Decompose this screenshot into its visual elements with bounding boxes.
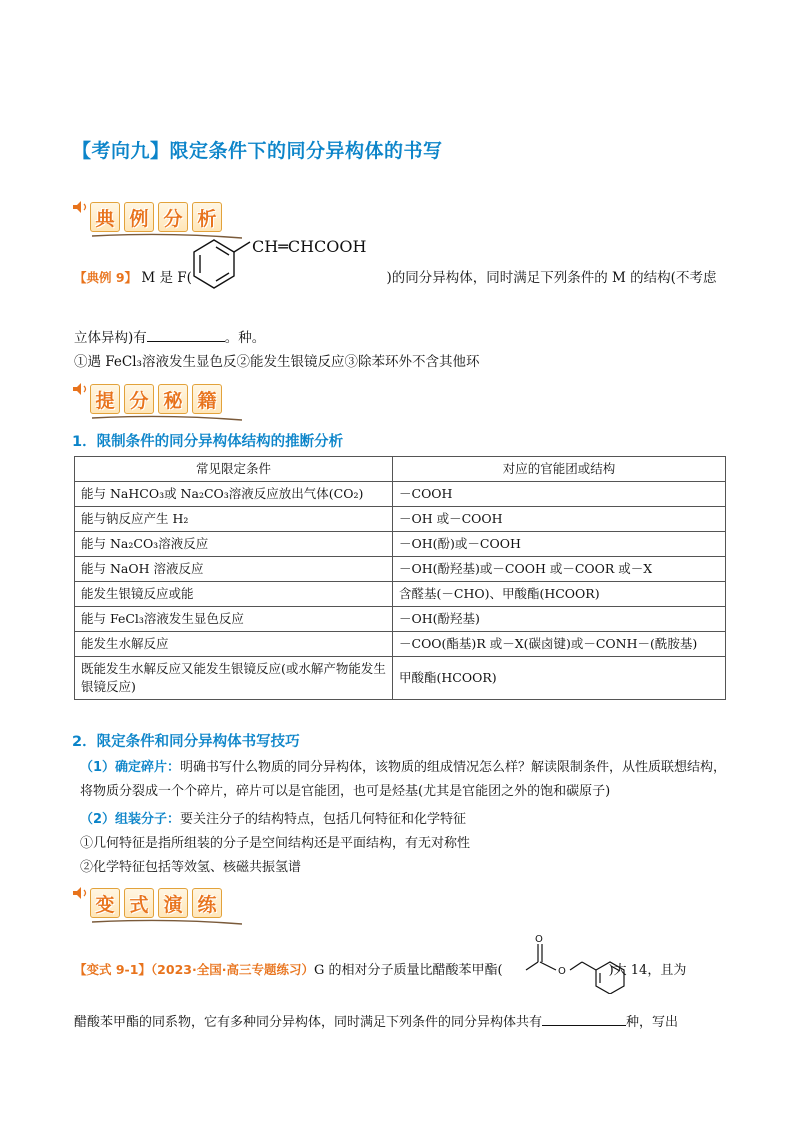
banner-variant-practice bbox=[72, 882, 242, 926]
banner-char: 练 bbox=[192, 888, 222, 918]
table-cell: －COOH bbox=[393, 482, 726, 507]
table-cell: 既能发生水解反应又能发生银镜反应(或水解产物能发生银镜反应) bbox=[75, 657, 393, 700]
example-text-after: )的同分异构体，同时满足下列条件的 M 的结构(不考虑 bbox=[386, 270, 717, 286]
table-cell: 能与 NaHCO₃或 Na₂CO₃溶液反应放出气体(CO₂) bbox=[75, 482, 393, 507]
answer-blank[interactable] bbox=[147, 328, 225, 342]
table-cell: －OH(酚)或－COOH bbox=[393, 532, 726, 557]
variant-line2-before: 醋酸苯甲酯的同系物，它有多种同分异构体，同时满足下列条件的同分异构体共有 bbox=[74, 1015, 543, 1030]
table-row bbox=[75, 657, 726, 700]
table-cell: 甲酸酯(HCOOR) bbox=[393, 657, 726, 700]
table-cell: 能与 Na₂CO₃溶液反应 bbox=[75, 532, 393, 557]
banner-tips bbox=[72, 378, 242, 422]
table-row bbox=[75, 482, 726, 507]
banner-char: 籍 bbox=[192, 384, 222, 414]
example-line2-before: 立体异构)有 bbox=[74, 330, 147, 346]
table-row bbox=[75, 507, 726, 532]
table-row bbox=[75, 557, 726, 582]
variant-text-before: G 的相对分子质量比醋酸苯甲酯( bbox=[313, 963, 503, 978]
banner-char: 演 bbox=[158, 888, 188, 918]
banner-char: 式 bbox=[124, 888, 154, 918]
banner-char: 分 bbox=[124, 384, 154, 414]
section-2-title: 2．限定条件和同分异构体书写技巧 bbox=[72, 734, 300, 750]
tip-4: ②化学特征包括等效氢、核磁共振氢谱 bbox=[80, 860, 302, 875]
variant-text-after: )大 14，且为 bbox=[608, 963, 687, 978]
example-line2-after: 。种。 bbox=[224, 330, 266, 346]
table-cell: 能发生银镜反应或能 bbox=[75, 582, 393, 607]
banner-char: 典 bbox=[90, 202, 120, 232]
table-cell: 能发生水解反应 bbox=[75, 632, 393, 657]
speaker-icon bbox=[72, 382, 90, 396]
svg-text:O: O bbox=[558, 966, 566, 977]
tip-2-label: （2）组装分子： bbox=[80, 812, 181, 827]
table-row bbox=[75, 607, 726, 632]
table-row bbox=[75, 632, 726, 657]
benzyl-acetate-structure bbox=[520, 932, 636, 994]
table-cell: 能与 FeCl₃溶液发生显色反应 bbox=[75, 607, 393, 632]
table-cell: －COO(酯基)R 或－X(碳卤键)或－CONH－(酰胺基) bbox=[393, 632, 726, 657]
banner-char: 析 bbox=[192, 202, 222, 232]
variant-line2-after: 种，写出 bbox=[626, 1015, 679, 1030]
banner-char: 分 bbox=[158, 202, 188, 232]
conditions-table bbox=[74, 456, 726, 700]
example-text-before: M 是 F( bbox=[141, 270, 192, 286]
svg-text:O: O bbox=[535, 934, 543, 945]
banner-char: 提 bbox=[90, 384, 120, 414]
swoosh-decoration bbox=[92, 414, 242, 422]
table-header-row bbox=[75, 457, 726, 482]
banner-char: 秘 bbox=[158, 384, 188, 414]
table-cell: 含醛基(－CHO)、甲酸酯(HCOOR) bbox=[393, 582, 726, 607]
table-cell: －OH(酚羟基) bbox=[393, 607, 726, 632]
tip-1 bbox=[80, 756, 730, 804]
banner-char: 变 bbox=[90, 888, 120, 918]
tip-2 bbox=[80, 808, 730, 832]
banner-char: 例 bbox=[124, 202, 154, 232]
tip-1-text: 明确书写什么物质的同分异构体，该物质的组成情况怎么样？解读限制条件，从性质联想结构，将物质分裂成一个个碎片，碎片可以是官能团，也可是烃基(尤其是官能团之外的饱和碳原子) bbox=[80, 760, 727, 799]
example-line-1 bbox=[74, 268, 734, 288]
variant-answer-blank[interactable] bbox=[542, 1012, 626, 1026]
tip-1-label: （1）确定碎片： bbox=[80, 760, 181, 775]
section-1-title: 1．限制条件的同分异构体结构的推断分析 bbox=[72, 434, 344, 450]
cinnamic-acid-structure bbox=[176, 232, 396, 304]
section-heading: 【考向九】限定条件下的同分异构体的书写 bbox=[72, 140, 443, 162]
table-cell: －OH(酚羟基)或－COOH 或－COOR 或－X bbox=[393, 557, 726, 582]
table-cell: 能与 NaOH 溶液反应 bbox=[75, 557, 393, 582]
table-cell: 能与钠反应产生 H₂ bbox=[75, 507, 393, 532]
example-conditions: ①遇 FeCl₃溶液发生显色反②能发生银镜反应③除苯环外不含其他环 bbox=[74, 354, 480, 370]
swoosh-decoration bbox=[92, 918, 242, 926]
structure-label: CH═CHCOOH bbox=[252, 237, 367, 256]
table-header: 常见限定条件 bbox=[75, 457, 393, 482]
example-line-2 bbox=[74, 328, 265, 348]
table-row bbox=[75, 532, 726, 557]
variant-tag: 【变式 9-1】（2023·全国·高三专题练习） bbox=[74, 962, 314, 977]
variant-line-2 bbox=[74, 1012, 678, 1033]
example-tag: 【典例 9】 bbox=[74, 270, 138, 285]
tip-2-text: 要关注分子的结构特点，包括几何特征和化学特征 bbox=[180, 812, 467, 827]
table-cell: －OH 或－COOH bbox=[393, 507, 726, 532]
speaker-icon bbox=[72, 200, 90, 214]
table-row bbox=[75, 582, 726, 607]
speaker-icon bbox=[72, 886, 90, 900]
tip-3: ①几何特征是指所组装的分子是空间结构还是平面结构，有无对称性 bbox=[80, 836, 471, 851]
table-header: 对应的官能团或结构 bbox=[393, 457, 726, 482]
